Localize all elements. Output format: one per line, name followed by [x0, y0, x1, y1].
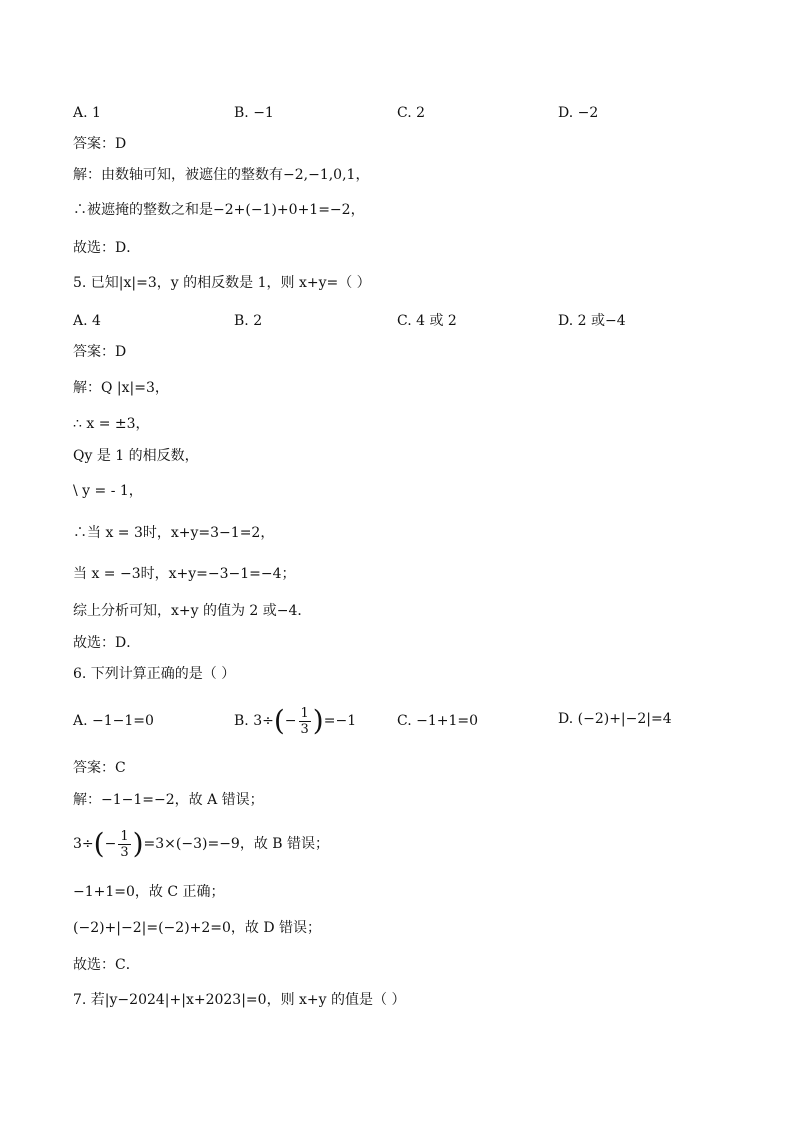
- q6-solution-line: 解：−1−1=−2，故 A 错误；: [73, 792, 264, 808]
- fraction-numerator: 1: [300, 705, 309, 721]
- q4-option-a: A. 1: [73, 105, 101, 121]
- q6-solution-line: 3÷(− $\frac{1}{3}$ )=3×(−3)=−9，故 B 错误；: [73, 827, 330, 860]
- q5-solution-line: 综上分析可知，x+y 的值为 2 或−4．: [73, 603, 312, 619]
- fraction-denominator: 3: [300, 721, 309, 737]
- q6-stem: 6. 下列计算正确的是（ ）: [73, 666, 236, 682]
- q5-solution-line: Qy 是 1 的相反数，: [73, 448, 199, 464]
- q5-solution-line: ∴ x = ±3，: [73, 416, 150, 432]
- q5-option-c: C. 4 或 2: [397, 313, 457, 329]
- q5-conclusion: 故选：D．: [73, 635, 141, 651]
- q6-option-c: C. −1+1=0: [397, 713, 479, 729]
- q4-answer: 答案：D: [73, 136, 127, 152]
- q6-option-b-label: B.: [234, 713, 249, 729]
- q4-conclusion: 故选：D．: [73, 240, 141, 256]
- q5-option-d: D. 2 或−4: [558, 313, 626, 329]
- q4-option-d: D. −2: [558, 105, 599, 121]
- q6-option-a: A. −1−1=0: [73, 713, 154, 729]
- q6-conclusion: 故选：C．: [73, 957, 140, 973]
- q5-solution-line: 当 x = −3时，x+y=−3−1=−4；: [73, 566, 296, 582]
- q4-option-b: B. −1: [234, 105, 274, 121]
- q5-solution-line: \ y = - 1，: [73, 483, 143, 499]
- right-paren: ): [132, 827, 144, 860]
- q5-option-b: B. 2: [234, 313, 263, 329]
- q6-option-b-suffix: =−1: [323, 713, 357, 729]
- left-paren: (: [273, 704, 285, 737]
- fraction-denominator: 3: [120, 844, 129, 860]
- fraction: [299, 706, 311, 737]
- q5-solution-line: ∴当 x = 3时，x+y=3−1=2，: [73, 525, 275, 541]
- q7-stem: 7. 若|y−2024|+|x+2023|=0，则 x+y 的值是（ ）: [73, 992, 406, 1008]
- q6-answer: 答案：C: [73, 760, 126, 776]
- q4-solution-line: ∴被遮掩的整数之和是−2+(−1)+0+1=−2，: [73, 202, 365, 218]
- right-paren: ): [312, 704, 324, 737]
- q4-option-c: C. 2: [397, 105, 426, 121]
- q6-option-d: D. (−2)+|−2|=4: [558, 711, 672, 727]
- q5-option-a: A. 4: [73, 313, 101, 329]
- left-paren: (: [93, 827, 105, 860]
- q5-stem: 5. 已知|x|=3，y 的相反数是 1，则 x+y=（ ）: [73, 275, 371, 291]
- q6-solution-line: −1+1=0，故 C 正确；: [73, 884, 225, 900]
- q6-solution-line: (−2)+|−2|=(−2)+2=0，故 D 错误；: [73, 920, 322, 936]
- q4-solution-line: 解：由数轴可知，被遮住的整数有−2,−1,0,1，: [73, 167, 370, 183]
- q5-solution-line: 解：Q |x|=3，: [73, 380, 169, 396]
- q6-option-b: B. 3÷(− $\frac{1}{3}$ )=−1: [234, 704, 357, 737]
- q6-option-b-prefix: 3÷: [253, 713, 274, 729]
- fraction: [118, 829, 130, 860]
- q6-solution-prefix: 3÷: [73, 836, 94, 852]
- q5-answer: 答案：D: [73, 344, 127, 360]
- fraction-numerator: 1: [120, 828, 129, 844]
- q6-solution-suffix: =3×(−3)=−9，故 B 错误；: [143, 836, 330, 852]
